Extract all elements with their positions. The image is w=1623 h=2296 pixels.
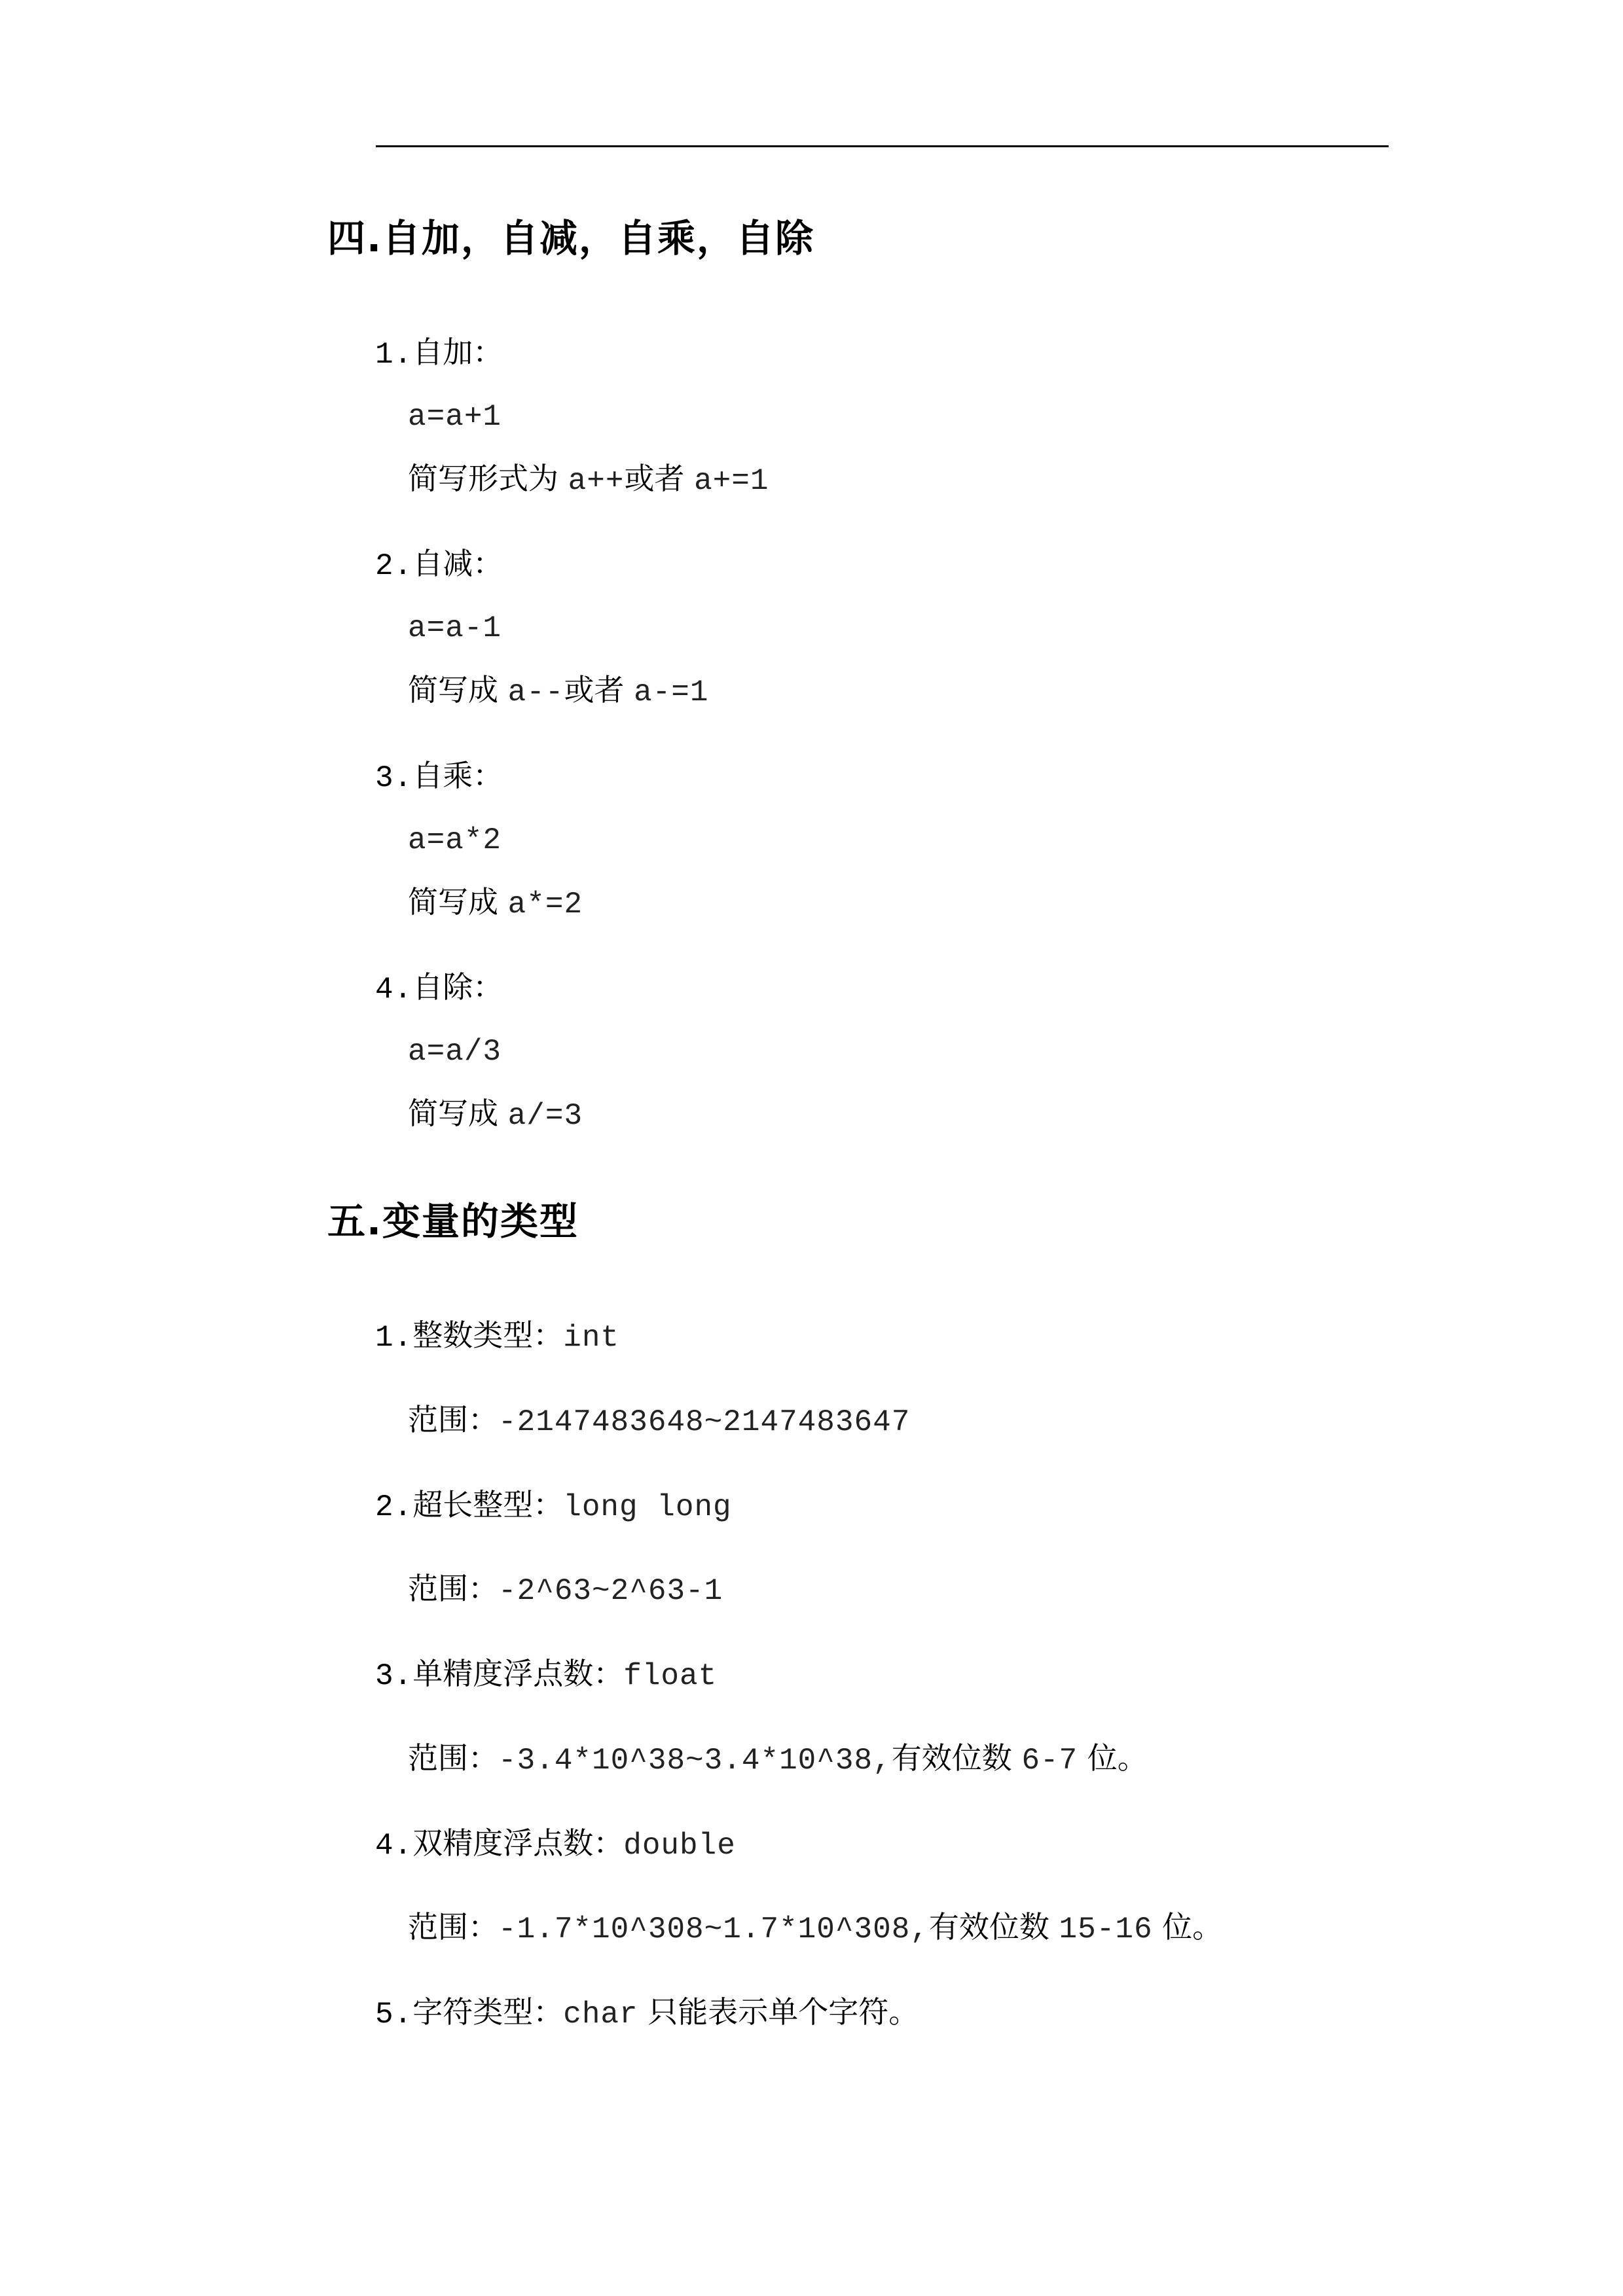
- range-label: 范围：: [408, 1402, 498, 1437]
- shorthand-code-1: a++: [568, 464, 625, 498]
- formula-multiply: [408, 823, 501, 855]
- item-number: 3.: [375, 761, 413, 795]
- item-number: 1.: [375, 1321, 413, 1355]
- shorthand-mid: 或者: [564, 672, 634, 708]
- range-end: 位。: [1152, 1909, 1223, 1945]
- shorthand-prefix: 简写成: [408, 884, 508, 920]
- shorthand-prefix: 简写成: [408, 672, 508, 708]
- range-digits: 6-7: [1021, 1744, 1078, 1778]
- item-title-increment: [375, 334, 503, 372]
- type-code: float: [623, 1659, 718, 1693]
- shorthand-code-1: a--: [507, 675, 564, 709]
- formula-code: a=a+1: [408, 400, 502, 434]
- range-value: -1.7*10^308~1.7*10^308,: [498, 1912, 929, 1946]
- range-suffix: 有效位数: [928, 1909, 1059, 1945]
- item-title-divide: [375, 969, 503, 1007]
- header-rule: [376, 145, 1389, 147]
- shorthand-prefix: 简写成: [408, 1096, 508, 1131]
- item-number: 4.: [375, 1829, 413, 1863]
- formula-increment: [408, 399, 501, 432]
- range-suffix: 有效位数: [891, 1740, 1022, 1776]
- range-end: 位。: [1078, 1740, 1148, 1776]
- item-number: 4.: [375, 973, 413, 1007]
- item-title-decrement: [375, 548, 503, 581]
- type-title: 字符类型：: [412, 1994, 564, 2030]
- shorthand-code-2: a-=1: [634, 675, 709, 709]
- shorthand-code-1: a*=2: [507, 888, 583, 922]
- range-digits: 15-16: [1059, 1912, 1153, 1946]
- type-code: double: [623, 1829, 736, 1863]
- shorthand-mid: 或者: [624, 461, 695, 496]
- shorthand-prefix: 简写形式为: [408, 461, 568, 496]
- type-title: 超长整型：: [412, 1487, 564, 1522]
- shorthand-increment: [408, 463, 769, 496]
- range-int: [408, 1402, 911, 1439]
- item-title: 自减：: [412, 546, 503, 581]
- range-label: 范围：: [408, 1571, 498, 1606]
- item-title: 自加：: [412, 334, 503, 370]
- item-title: 自乘：: [412, 758, 503, 793]
- range-value: -2^63~2^63-1: [498, 1574, 723, 1608]
- type-tail: 只能表示单个字符。: [638, 1994, 919, 2030]
- type-title: 整数类型：: [412, 1318, 564, 1353]
- formula-code: a=a-1: [408, 611, 502, 645]
- range-long-long: [408, 1573, 723, 1606]
- range-value: -2147483648~2147483647: [498, 1405, 911, 1439]
- item-number: 1.: [375, 338, 413, 372]
- item-title: 自除：: [412, 969, 503, 1005]
- type-code: int: [563, 1321, 620, 1355]
- type-title: 双精度浮点数：: [412, 1825, 624, 1861]
- shorthand-divide: [408, 1098, 583, 1131]
- item-number: 2.: [375, 549, 413, 583]
- formula-decrement: [408, 611, 501, 643]
- item-number: 5.: [375, 1998, 413, 2032]
- type-double: [375, 1825, 736, 1863]
- range-value: -3.4*10^38~3.4*10^38,: [498, 1744, 892, 1778]
- shorthand-multiply: [408, 884, 583, 922]
- type-code: char: [563, 1998, 638, 2032]
- item-title-multiply: [375, 758, 503, 795]
- type-char: [375, 1994, 919, 2032]
- formula-divide: [408, 1034, 501, 1067]
- range-label: 范围：: [408, 1909, 498, 1945]
- type-float: [375, 1656, 718, 1693]
- shorthand-code-2: a+=1: [694, 464, 769, 498]
- formula-code: a=a/3: [408, 1035, 502, 1069]
- type-long-long: [375, 1487, 732, 1524]
- range-float: [408, 1740, 1148, 1778]
- range-label: 范围：: [408, 1740, 498, 1776]
- shorthand-code-1: a/=3: [507, 1099, 583, 1133]
- range-double: [408, 1909, 1223, 1946]
- type-int: [375, 1320, 619, 1353]
- item-number: 3.: [375, 1659, 413, 1693]
- section-heading-4: 四.自加，自减，自乘，自除: [327, 216, 815, 260]
- type-code: long long: [563, 1490, 732, 1524]
- section-heading-5: 五.变量的类型: [327, 1199, 579, 1244]
- type-title: 单精度浮点数：: [412, 1656, 624, 1691]
- formula-code: a=a*2: [408, 823, 502, 857]
- shorthand-decrement: [408, 672, 709, 709]
- item-number: 2.: [375, 1490, 413, 1524]
